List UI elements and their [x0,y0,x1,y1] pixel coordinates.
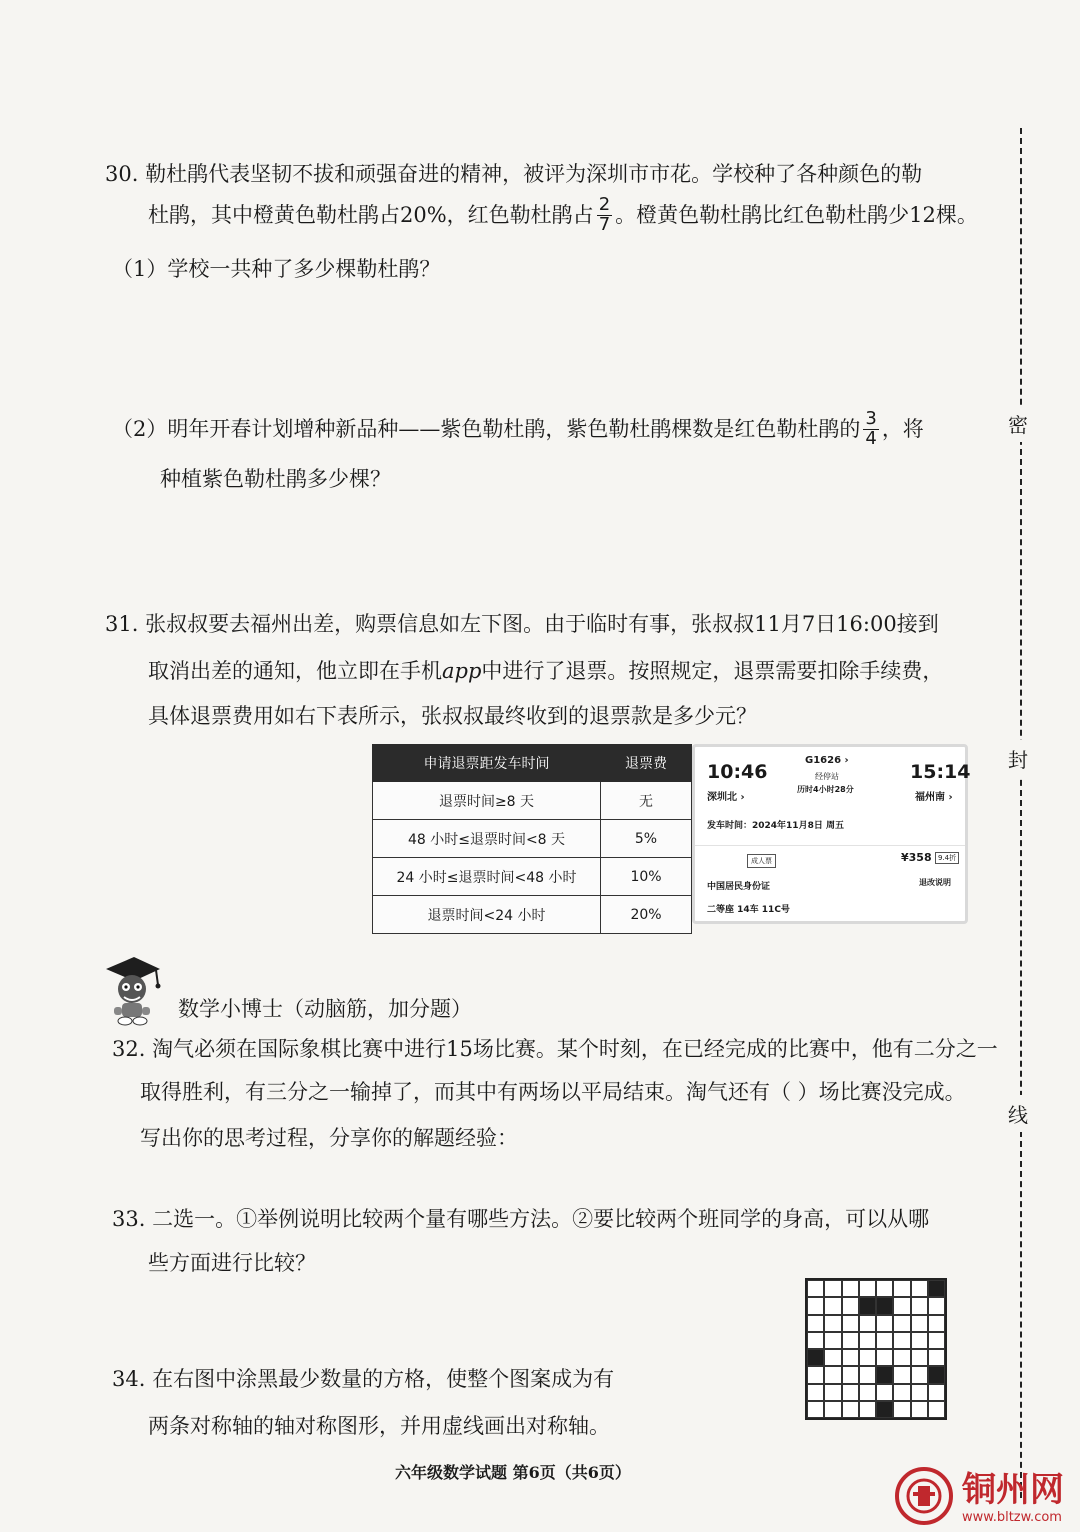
grid-cell [842,1280,859,1297]
grid-cell [807,1297,824,1314]
q34-number: 34. [112,1367,146,1391]
q32-line1: 32. 淘气必须在国际象棋比赛中进行15场比赛。某个时刻，在已经完成的比赛中，他有二分之一 [112,1037,998,1061]
discount-badge: 9.4折 [935,852,959,864]
table-cell: 20% [601,896,692,934]
grid-cell [807,1280,824,1297]
grid-cell [859,1332,876,1349]
q34-line1: 34. 在右图中涂黑最少数量的方格，使整个图案成为有 [112,1367,615,1391]
grid-cell-filled [876,1401,893,1418]
symmetry-grid [805,1278,947,1420]
grid-cell [807,1315,824,1332]
train-number: G1626 › [805,755,849,766]
page-footer: 六年级数学试题 第6页（共6页） [395,1463,631,1482]
grid-cell [824,1366,841,1383]
q32-line2: 取得胜利，有三分之一输掉了，而其中有两场以平局结束。淘气还有（ ）场比赛没完成。 [140,1080,966,1104]
table-cell: 退票时间<24 小时 [373,896,601,934]
grid-cell-filled [876,1366,893,1383]
grid-cell [911,1384,928,1401]
grid-cell [893,1384,910,1401]
margin-mark-mi: 密 [1008,405,1028,442]
grid-cell [911,1401,928,1418]
grid-cell [928,1384,945,1401]
q33-line2: 些方面进行比较？ [148,1251,316,1275]
q30-line1: 30. 勒杜鹃代表坚韧不拔和顽强奋进的精神，被评为深圳市市花。学校种了各种颜色的勒 [105,162,923,186]
trip-duration: 历时4小时28分 [797,785,854,794]
grid-cell [859,1401,876,1418]
grid-cell [893,1349,910,1366]
grid-cell [893,1401,910,1418]
grid-cell [876,1280,893,1297]
q30-line2: 杜鹃，其中橙黄色勒杜鹃占20%，红色勒杜鹃占 $\frac{2}{7}$ 。橙黄色勒杜鹃比红色勒杜鹃少12棵。 [148,194,978,235]
arrive-station: 福州南 › [915,792,953,803]
grid-cell [824,1384,841,1401]
table-header-cell: 退票费 [601,745,692,782]
q33-line1: 33. 二选一。①举例说明比较两个量有哪些方法。②要比较两个班同学的身高，可以从哪 [112,1207,930,1231]
q30-number: 30. [105,162,139,186]
q30-fraction: $\frac{2}{7}$ [598,194,611,235]
change-note-link: 退改说明 [919,878,951,887]
grid-cell [893,1315,910,1332]
grid-cell [807,1332,824,1349]
grid-cell [893,1297,910,1314]
doctor-mascot-icon [100,955,164,1027]
grid-cell [824,1280,841,1297]
margin-mark-feng: 封 [1008,740,1028,777]
depart-time: 10:46 [707,761,768,783]
table-row [373,782,692,820]
ticket-divider [695,845,965,846]
grid-cell [893,1280,910,1297]
grid-cell [893,1332,910,1349]
grid-cell [824,1315,841,1332]
q31-line3: 具体退票费用如右下表所示，张叔叔最终收到的退票款是多少元？ [148,704,757,728]
grid-cell [807,1384,824,1401]
grid-cell [842,1315,859,1332]
grid-cell [859,1366,876,1383]
table-header-cell: 申请退票距发车时间 [373,745,601,782]
q33-number: 33. [112,1207,146,1231]
grid-cell [911,1280,928,1297]
table-row [373,820,692,858]
grid-cell [842,1384,859,1401]
grid-cell [824,1401,841,1418]
grid-cell [911,1332,928,1349]
table-row [373,858,692,896]
q31-line1: 31. 张叔叔要去福州出差，购票信息如左下图。由于临时有事，张叔叔11月7日16:00接到 [105,612,939,636]
watermark-url: www.bltzw.com [962,1510,1062,1525]
depart-date: 发车时间：2024年11月8日 周五 [707,821,844,831]
watermark-name: 铜州网 [962,1470,1064,1510]
table-cell: 无 [601,782,692,820]
grid-cell [876,1315,893,1332]
grid-cell-filled [876,1297,893,1314]
grid-cell [911,1297,928,1314]
via-stations: 经停站 [815,772,839,781]
grid-cell [824,1297,841,1314]
q30-sub2-line2: 种植紫色勒杜鹃多少棵？ [160,467,391,491]
grid-cell-filled [859,1297,876,1314]
q31-line2: 取消出差的通知，他立即在手机app中进行了退票。按照规定，退票需要扣除手续费， [148,659,944,683]
grid-cell [859,1280,876,1297]
grid-cell [824,1349,841,1366]
q32-number: 32. [112,1037,146,1061]
table-cell: 24 小时≤退票时间<48 小时 [373,858,601,896]
table-row [373,896,692,934]
grid-cell [876,1384,893,1401]
table-cell: 48 小时≤退票时间<8 天 [373,820,601,858]
id-type: 中国居民身份证 [707,882,771,892]
grid-cell [842,1366,859,1383]
grid-cell-filled [928,1366,945,1383]
grid-cell [859,1349,876,1366]
grid-cell [824,1332,841,1349]
grid-cell [807,1401,824,1418]
grid-cell [928,1401,945,1418]
grid-cell [842,1297,859,1314]
grid-cell [876,1349,893,1366]
ticket-type-badge: 成人票 [747,854,776,868]
depart-station: 深圳北 › [707,792,745,803]
grid-cell [842,1401,859,1418]
grid-cell [842,1349,859,1366]
grid-cell [928,1332,945,1349]
table-header-row [373,745,692,782]
arrive-time: 15:14 [910,761,971,783]
margin-mark-xian: 线 [1008,1095,1028,1132]
grid-cell-filled [807,1349,824,1366]
q30-sub2: （2）明年开春计划增种新品种——紫色勒杜鹃，紫色勒杜鹃棵数是红色勒杜鹃的 $\frac{3}{4}$ ，将 [112,408,924,449]
table-cell: 退票时间≥8 天 [373,782,601,820]
grid-cell [911,1315,928,1332]
grid-cell [859,1315,876,1332]
refund-fee-table [372,744,692,934]
table-cell: 5% [601,820,692,858]
q30-sub2-fraction: $\frac{3}{4}$ [865,408,877,449]
q31-number: 31. [105,612,139,636]
grid-cell [928,1315,945,1332]
grid-cell [807,1366,824,1383]
grid-cell [911,1366,928,1383]
grid-cell-filled [928,1280,945,1297]
grid-cell [928,1349,945,1366]
q34-line2: 两条对称轴的轴对称图形，并用虚线画出对称轴。 [148,1414,610,1438]
table-cell: 10% [601,858,692,896]
grid-cell [876,1332,893,1349]
grid-cell [928,1297,945,1314]
ticket-price: ¥358 [901,851,932,864]
seat-info: 二等座 14车 11C号 [707,905,790,915]
q30-sub1: （1）学校一共种了多少棵勒杜鹃？ [112,257,441,281]
grid-cell [859,1384,876,1401]
q32-line3: 写出你的思考过程，分享你的解题经验： [140,1126,518,1150]
grid-cell [842,1332,859,1349]
binding-line [1020,128,1022,1498]
grid-cell [911,1349,928,1366]
bonus-heading: 数学小博士（动脑筋，加分题） [178,997,472,1021]
train-ticket-card [692,744,971,924]
grid-cell [893,1366,910,1383]
watermark-seal-icon [894,1466,954,1526]
